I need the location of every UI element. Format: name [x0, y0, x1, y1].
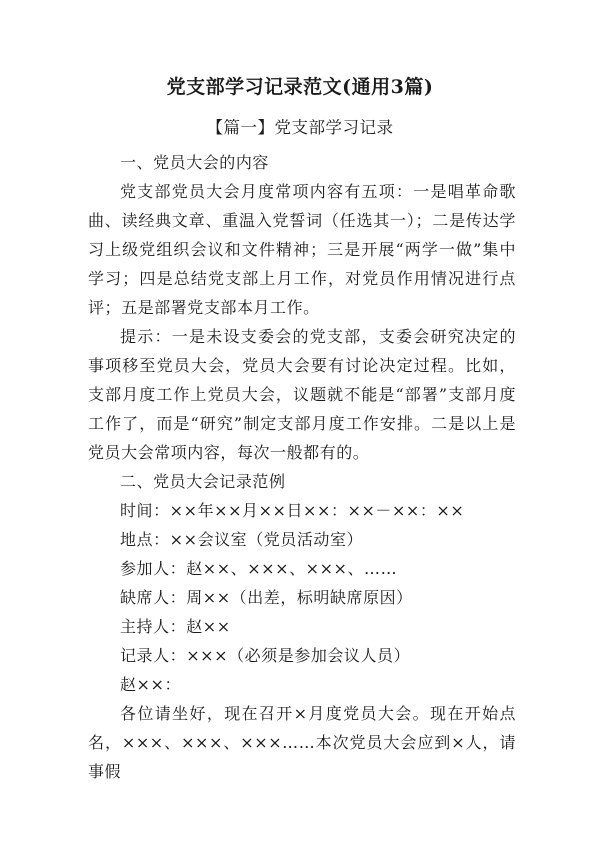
speaker-remarks: 各位请坐好，现在召开×月度党员大会。现在开始点名，×××、×××、×××……本次党员大会应到×人，请事假 — [88, 704, 516, 781]
paragraph-agenda-items: 党支部党员大会月度常项内容有五项：一是唱革命歌曲、读经典文章、重温入党誓词（任选其一）；二是传达学习上级党组织会议和文件精神；三是开展“两学一做”集中学习；四是总结党支部上月工作，对党员作用情况进行点评；五是部署党支部本月工作。 — [88, 182, 516, 317]
document-body — [88, 148, 516, 786]
record-attendees: 参加人：赵××、×××、×××、…… — [120, 559, 398, 578]
record-time: 时间：××年××月××日××：××－××：×× — [120, 501, 465, 520]
document-subtitle: 【篇一】党支部学习记录 — [206, 118, 394, 137]
paragraph-tips: 提示：一是未设支委会的党支部，支委会研究决定的事项移至党员大会，党员大会要有讨论决定过程。比如，支部月度工作上党员大会，议题就不能是“部署”支部月度工作了，而是“研究”制定支部月度工作安排。二是以上是党员大会常项内容，每次一般都有的。 — [88, 327, 516, 462]
document-title: 党支部学习记录范文(通用3篇) — [166, 76, 434, 98]
section-heading-content: 一、党员大会的内容 — [120, 153, 269, 172]
record-absentees: 缺席人：周××（出差，标明缺席原因） — [120, 588, 413, 607]
record-location: 地点：××会议室（党员活动室） — [120, 530, 364, 549]
record-recorder: 记录人：×××（必须是参加会议人员） — [120, 646, 411, 665]
section-heading-example: 二、党员大会记录范例 — [120, 472, 286, 491]
speaker-label: 赵××： — [120, 675, 182, 694]
record-host: 主持人：赵×× — [120, 617, 231, 636]
